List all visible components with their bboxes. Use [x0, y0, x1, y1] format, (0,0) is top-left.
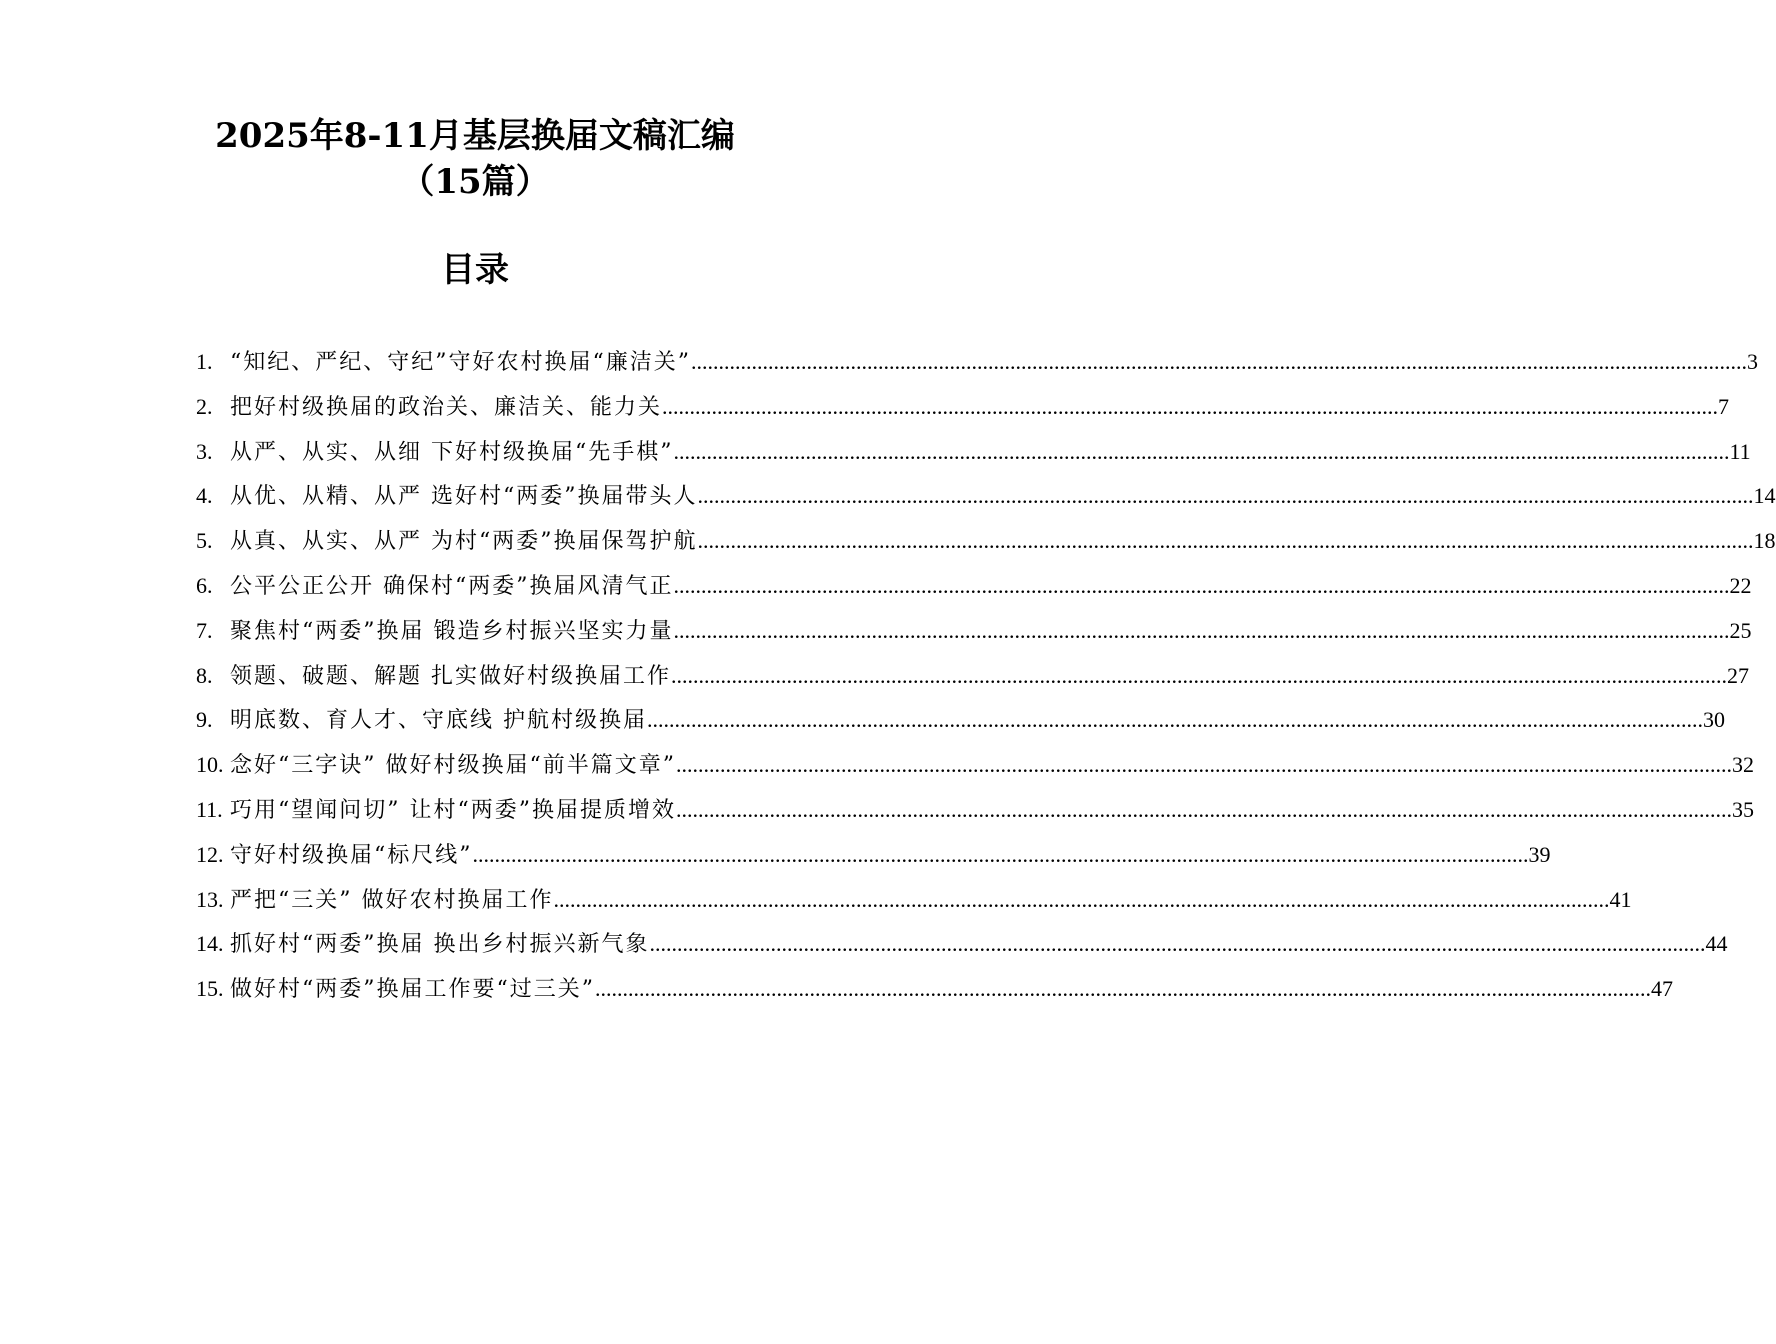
toc-entry-page: 47 [1651, 976, 1673, 1002]
toc-dot-leader [662, 385, 1718, 430]
toc-entry-13[interactable] [196, 878, 1632, 923]
toc-entry-number: 4. [196, 483, 213, 509]
toc-entry-page: 35 [1731, 796, 1754, 822]
toc-entry-6[interactable] [196, 564, 1752, 609]
toc-heading: 目录 [441, 250, 509, 290]
toc-dot-leader [674, 430, 1730, 475]
toc-entry-title: 念好“三字诀” 做好村级换届“前半篇文章” [230, 753, 676, 779]
toc-entry-2[interactable] [196, 385, 1730, 430]
toc-entry-page: 14 [1753, 483, 1776, 509]
toc-entry-title: 做好村“两委”换届工作要“过三关” [230, 977, 595, 1003]
toc-entry-number: 15. [196, 976, 224, 1002]
toc-entry-page: 30 [1703, 707, 1725, 733]
toc-dot-leader [473, 833, 1529, 878]
toc-entry-title: 巧用“望闻问切” 让村“两委”换届提质增效 [230, 797, 676, 823]
toc-dot-leader [698, 474, 1754, 519]
toc-dot-leader [554, 878, 1610, 923]
toc-entry-title: 把好村级换届的政治关、廉洁关、能力关 [230, 394, 663, 420]
toc-entry-page: 27 [1727, 662, 1749, 688]
toc-entry-title: 守好村级换届“标尺线” [230, 842, 473, 868]
toc-entry-title: 从真、从实、从严 为村“两委”换届保驾护航 [230, 529, 698, 555]
title-block [0, 112, 950, 204]
toc-entry-number: 5. [196, 528, 213, 554]
toc-entry-page: 25 [1729, 617, 1752, 643]
toc-entry-page: 41 [1609, 886, 1632, 912]
toc-dot-leader [671, 654, 1727, 699]
toc-entry-8[interactable] [196, 654, 1749, 699]
toc-entry-title: 公平公正公开 确保村“两委”换届风清气正 [230, 573, 674, 599]
toc-entry-page: 44 [1705, 931, 1728, 957]
toc-entry-10[interactable] [196, 743, 1754, 788]
toc-entry-11[interactable] [196, 788, 1754, 833]
toc-entry-9[interactable] [196, 698, 1725, 743]
toc-dot-leader [595, 967, 1651, 1012]
table-of-contents [196, 340, 1776, 1012]
toc-entry-title: 从优、从精、从严 选好村“两委”换届带头人 [230, 484, 698, 510]
toc-entry-number: 1. [196, 349, 213, 374]
toc-entry-page: 39 [1528, 841, 1551, 867]
toc-entry-number: 7. [196, 617, 213, 643]
toc-entry-page: 22 [1729, 572, 1752, 598]
toc-entry-number: 2. [196, 393, 213, 419]
toc-entry-title: 抓好村“两委”换届 换出乡村振兴新气象 [230, 932, 650, 958]
toc-entry-number: 12. [196, 841, 224, 867]
toc-entry-7[interactable] [196, 609, 1752, 654]
toc-entry-number: 11. [196, 796, 223, 822]
toc-entry-3[interactable] [196, 430, 1751, 475]
toc-entry-page: 18 [1753, 528, 1776, 554]
toc-entry-number: 8. [196, 662, 213, 688]
toc-entry-12[interactable] [196, 833, 1551, 878]
toc-entry-title: 聚焦村“两委”换届 锻造乡村振兴坚实力量 [230, 618, 674, 644]
toc-entry-page: 3 [1747, 349, 1758, 374]
toc-entry-number: 14. [196, 931, 224, 957]
toc-entry-page: 7 [1718, 393, 1730, 419]
toc-entry-number: 6. [196, 572, 213, 598]
toc-dot-leader [650, 922, 1706, 967]
toc-entry-title: 领题、破题、解题 扎实做好村级换届工作 [230, 663, 671, 689]
toc-entry-5[interactable] [196, 519, 1776, 564]
toc-dot-leader [691, 340, 1747, 385]
toc-dot-leader [674, 564, 1730, 609]
toc-entry-number: 3. [196, 438, 213, 464]
toc-entry-1[interactable] [196, 340, 1758, 385]
toc-dot-leader [698, 519, 1754, 564]
toc-entry-page: 32 [1731, 752, 1754, 778]
toc-entry-15[interactable] [196, 967, 1673, 1012]
toc-dot-leader [676, 743, 1732, 788]
toc-entry-number: 10. [196, 752, 224, 778]
toc-dot-leader [674, 609, 1730, 654]
toc-entry-page: 11 [1729, 438, 1751, 464]
toc-entry-title: 严把“三关” 做好农村换届工作 [230, 887, 554, 913]
toc-entry-title: 明底数、育人才、守底线 护航村级换届 [230, 708, 647, 734]
toc-dot-leader [676, 788, 1732, 833]
toc-entry-title: “知纪、严纪、守纪”守好农村换届“廉洁关” [230, 350, 691, 375]
toc-entry-number: 9. [196, 707, 213, 733]
document-subtitle: （15篇） [400, 162, 550, 202]
document-title: 2025年8-11月基层换届文稿汇编 [215, 116, 735, 156]
toc-dot-leader [647, 698, 1703, 743]
toc-entry-4[interactable] [196, 474, 1776, 519]
toc-entry-title: 从严、从实、从细 下好村级换届“先手棋” [230, 439, 674, 465]
toc-entry-14[interactable] [196, 922, 1728, 967]
toc-entry-number: 13. [196, 886, 224, 912]
